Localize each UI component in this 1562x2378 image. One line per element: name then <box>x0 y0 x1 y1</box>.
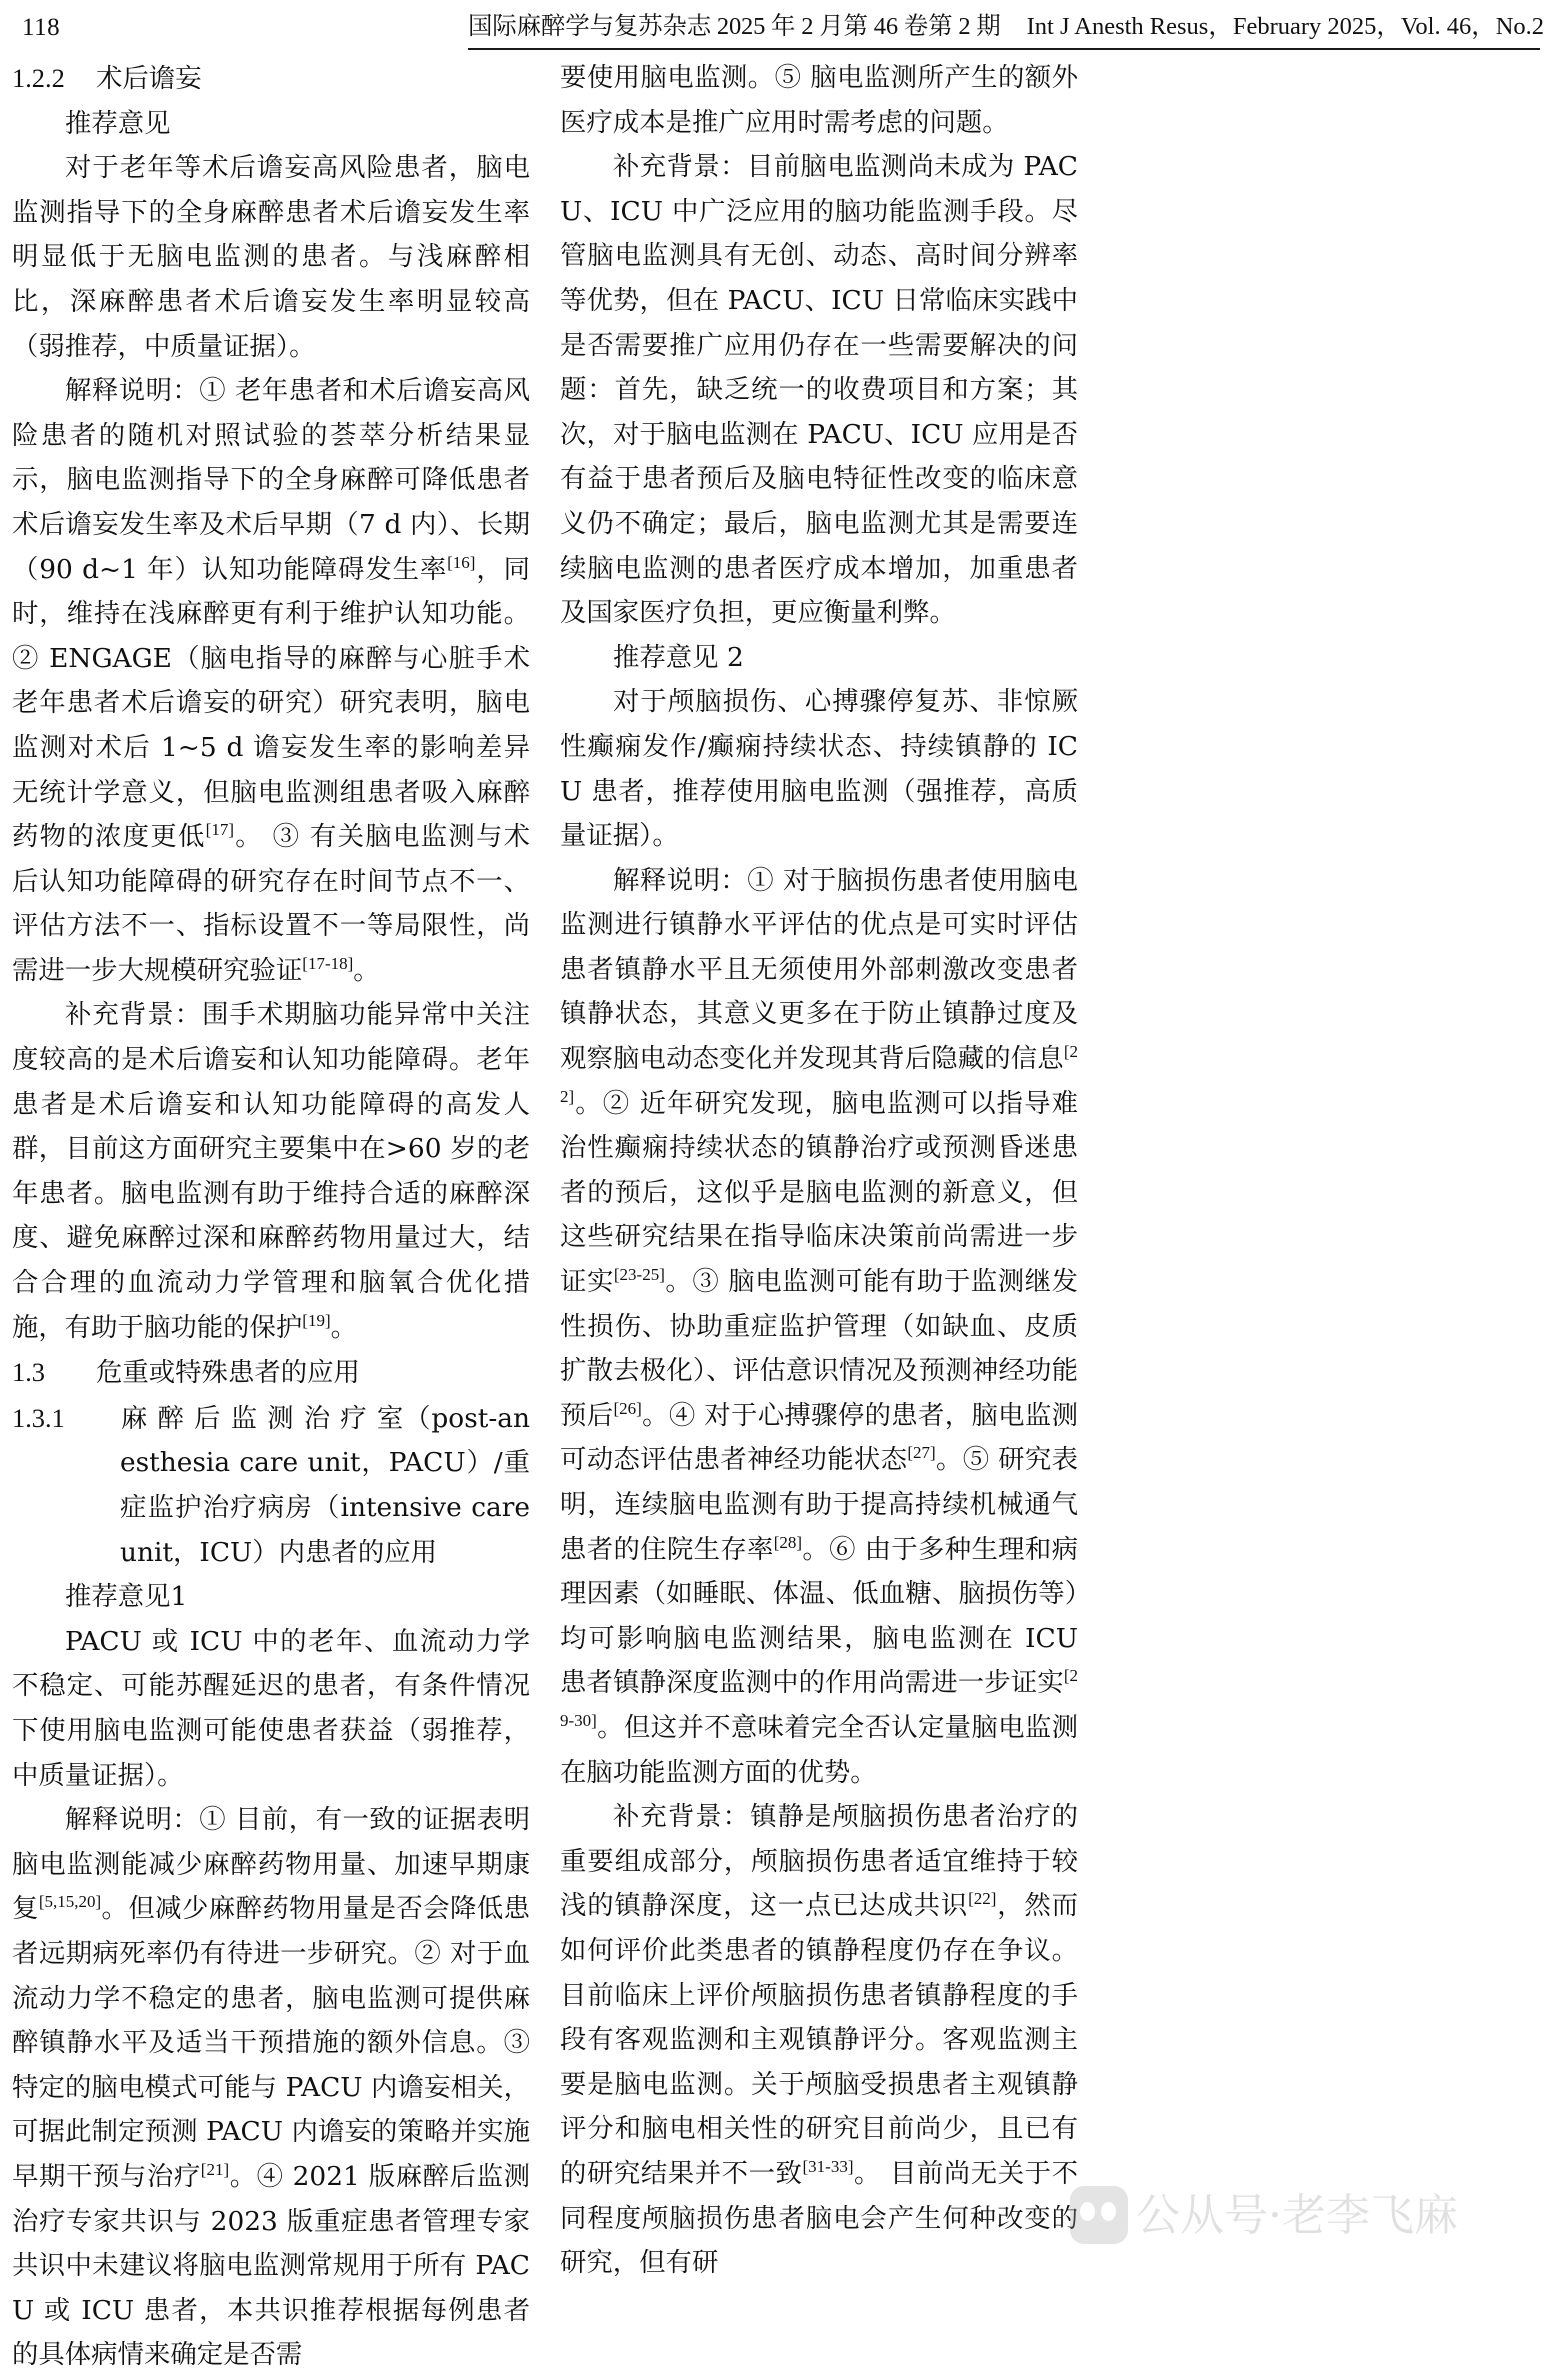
reference-5-15-20: [5,15,20] <box>38 1892 102 1912</box>
running-head-en: Int J Anesth Resus，February 2025，Vol. 46，No.2 <box>1026 13 1545 40</box>
paragraph-recommendation-122: 对于老年等术后谵妄高风险患者，脑电监测指导下的全身麻醉患者术后谵妄发生率明显低于无脑电监测的患者。与浅麻醉相比，深麻醉患者术后谵妄发生率明显较高（弱推荐，中质量证据）。 <box>12 152 530 362</box>
explanation-2-part-f: 。⑥ 由于多种生理和病理因素（如睡眠、体温、低血糖、脑损伤等）均可影响脑电监测结果，脑电监测在 ICU 患者镇静深度监测中的作用尚需进一步证实 <box>560 1533 1079 1699</box>
heading-1-3-1-title: 麻 醉 后 监 测 治 疗 室（post-anesthesia care unit，PACU）/重症监护治疗病房（intensive care unit，ICU）内患者的应用 <box>120 1402 530 1568</box>
paragraph-recommendation-2: 对于颅脑损伤、心搏骤停复苏、非惊厥性癫痫发作/癫痫持续状态、持续镇静的 ICU 患者，推荐使用脑电监测（强推荐，高质量证据）。 <box>560 686 1078 852</box>
paragraph-recommendation-131: PACU 或 ICU 中的老年、血流动力学不稳定、可能苏醒延迟的患者，有条件情况下使用脑电监测可能使患者获益（弱推荐，中质量证据）。 <box>12 1625 530 1791</box>
background-2-part-a: 补充背景：镇静是颅脑损伤患者治疗的重要组成部分，颅脑损伤患者适宜维持于较浅的镇静深度，这一点已达成共识 <box>560 1801 1078 1922</box>
background-2-part-c: 。 目前尚无关于不同程度颅脑损伤患者脑电会产生何种改变的研究，但有研 <box>560 2157 1079 2279</box>
reference-28: [28] <box>773 1532 803 1552</box>
explanation-2-part-a: 解释说明：① 对于脑损伤患者使用脑电监测进行镇静水平评估的优点是可实时评估患者镇静水平且无须使用外部刺激改变患者镇静状态，其意义更多在于防止镇静过度及观察脑电动态变化并发现其背后隐藏的信息 <box>560 864 1078 1075</box>
reference-19: [19] <box>302 1310 331 1330</box>
reference-21: [21] <box>200 2160 230 2180</box>
explanation-131-part-b: 。但减少麻醉药物用量是否会降低患者远期病死率仍有待进一步研究。② 对于血流动力学不稳定的患者，脑电监测可提供麻醉镇静水平及适当干预措施的额外信息。③ 特定的脑电模式可能与 PACU 内谵妄相关，可据此制定预测 PACU 内谵妄的策略并实施早期干预与治疗 <box>12 1893 531 2192</box>
watermark-text: 公从号·老李飞麻 <box>1136 2190 1458 2241</box>
label-recommendation-122: 推荐意见 <box>65 107 171 139</box>
explanation-2-part-d: 。④ 对于心搏骤停的患者，脑电监测可动态评估患者神经功能状态 <box>560 1399 1079 1476</box>
heading-1-3-1 <box>12 1396 530 1575</box>
running-head-cn: 国际麻醉学与复苏杂志 2025 年 2 月第 46 卷第 2 期 <box>468 13 1001 40</box>
label-recommendation-131-2: 推荐意见 2 <box>613 641 744 673</box>
explanation-2-part-b: 。② 近年研究发现，脑电监测可以指导难治性癫痫持续状态的镇静治疗或预测昏迷患者的预后，这似乎是脑电监测的新意义，但这些研究结果在指导临床决策前尚需进一步证实 <box>560 1087 1078 1298</box>
background-122-part-b: 。 <box>330 1311 358 1343</box>
paragraph-explanation-131 <box>12 1798 530 2378</box>
paragraph-background-131: 补充背景：目前脑电监测尚未成为 PACU、ICU 中广泛应用的脑功能监测手段。尽管脑电监测具有无创、动态、高时间分辨率等优势，但在 PACU、ICU 日常临床实践中是否需要推广应用仍存在一些需要解决的问题：首先，缺乏统一的收费项目和方案；其次，对于脑电监测在 PACU、ICU 应用是否有益于患者预后及脑电特征性改变的临床意义仍不确定；最后，脑电监测尤其是需要连续脑电监测的患者医疗成本增加，加重患者及国家医疗负担，更应衡量利弊。 <box>560 151 1078 629</box>
reference-22-a: [22] <box>560 1042 1078 1106</box>
background-2-part-b: ，然而如何评价此类患者的镇静程度仍存在争议。目前临床上评价颅脑损伤患者镇静程度的手段有客观监测和主观镇静评分。客观监测主要是脑电监测。关于颅脑受损患者主观镇静评分和脑电相关性的研究目前尚少，且已有的研究结果并不一致 <box>560 1890 1079 2189</box>
paragraph-explanation-131-continued: 要使用脑电监测。⑤ 脑电监测所产生的额外医疗成本是推广应用时需考虑的问题。 <box>560 62 1078 138</box>
explanation-131-part-c: 。④ 2021 版麻醉后监测治疗专家共识与 2023 版重症患者管理专家共识中未建议将脑电监测常规用于所有 PACU 或 ICU 患者，本共识推荐根据每例患者的具体病情来确定是否需 <box>12 2160 530 2371</box>
left-column <box>12 56 531 2371</box>
heading-1-2-2 <box>12 56 530 102</box>
reference-16: [16] <box>447 552 476 572</box>
reference-17: [17] <box>205 820 234 840</box>
page-header <box>0 0 1562 56</box>
paragraph-explanation-122 <box>12 369 530 993</box>
background-122-part-a: 补充背景：围手术期脑功能异常中关注度较高的是术后谵妄和认知功能障碍。老年患者是术后谵妄和认知功能障碍的高发人群，目前这方面研究主要集中在>60 岁的老年患者。脑电监测有助于维持合适的麻醉深度、避免麻醉过深和麻醉药物用量过大，结合合理的血流动力学管理和脑氧合优化措施，有助于脑功能的保护 <box>12 999 530 1343</box>
heading-1-2-2-title: 术后谵妄 <box>96 63 202 94</box>
paragraph-background-2 <box>560 1795 1078 2286</box>
heading-1-3-1-number: 1.3.1 <box>12 1402 65 1433</box>
label-recommendation-131-1: 推荐意见1 <box>65 1581 188 1613</box>
reference-17-18: [17-18] <box>302 954 354 974</box>
explanation-131-part-a: 解释说明：① 目前，有一致的证据表明脑电监测能减少麻醉药物用量、加速早期康复 <box>12 1804 530 1925</box>
explanation-2-part-g: 。但这并不意味着完全否认定量脑电监测在脑功能监测方面的优势。 <box>560 1711 1078 1788</box>
running-head <box>468 12 1545 42</box>
body-columns <box>0 56 1562 2371</box>
reference-29-30: [29-30] <box>560 1666 1078 1731</box>
right-column <box>560 56 1078 2288</box>
explanation-2-part-e: 。⑤ 研究表明，连续脑电监测有助于提高持续机械通气患者的住院生存率 <box>560 1444 1079 1565</box>
heading-1-2-2-number: 1.2.2 <box>12 63 65 93</box>
heading-1-3 <box>12 1350 530 1396</box>
heading-1-3-number: 1.3 <box>12 1357 45 1388</box>
reference-27: [27] <box>907 1443 936 1463</box>
explanation-122-part-c: 。 ③ 有关脑电监测与术后认知功能障碍的研究存在时间节点不一、评估方法不一、指标设置不一等局限性，尚需进一步大规模研究验证 <box>12 821 530 986</box>
header-rule <box>468 48 1540 50</box>
explanation-122-part-d: 。 <box>353 954 380 986</box>
paragraph-explanation-2 <box>560 859 1078 1795</box>
reference-22-b: [22] <box>968 1889 997 1909</box>
reference-31-33: [31-33] <box>802 2157 854 2177</box>
heading-1-3-title: 危重或特殊患者的应用 <box>96 1357 360 1389</box>
explanation-2-part-c: 。③ 脑电监测可能有助于监测继发性损伤、协助重症监护管理（如缺血、皮质扩散去极化）、评估意识情况及预测神经功能预后 <box>560 1266 1078 1431</box>
page-number: 118 <box>22 14 61 41</box>
explanation-122-part-a: 解释说明：① 老年患者和术后谵妄高风险患者的随机对照试验的荟萃分析结果显示，脑电监测指导下的全身麻醉可降低患者术后谵妄发生率及术后早期（7 d 内）、长期（90 d~1 年）认知功能障碍发生率 <box>12 375 530 585</box>
reference-23-25: [23-25] <box>613 1265 665 1285</box>
paragraph-background-122 <box>12 993 530 1350</box>
reference-26: [26] <box>613 1399 642 1419</box>
explanation-122-part-b: ，同时，维持在浅麻醉更有利于维护认知功能。 ② ENGAGE（脑电指导的麻醉与心脏手术老年患者术后谵妄的研究）研究表明，脑电监测对术后 1~5 d 谵妄发生率的影响差异无统计学意义，但脑电监测组患者吸入麻醉药物的浓度更低 <box>12 553 531 853</box>
